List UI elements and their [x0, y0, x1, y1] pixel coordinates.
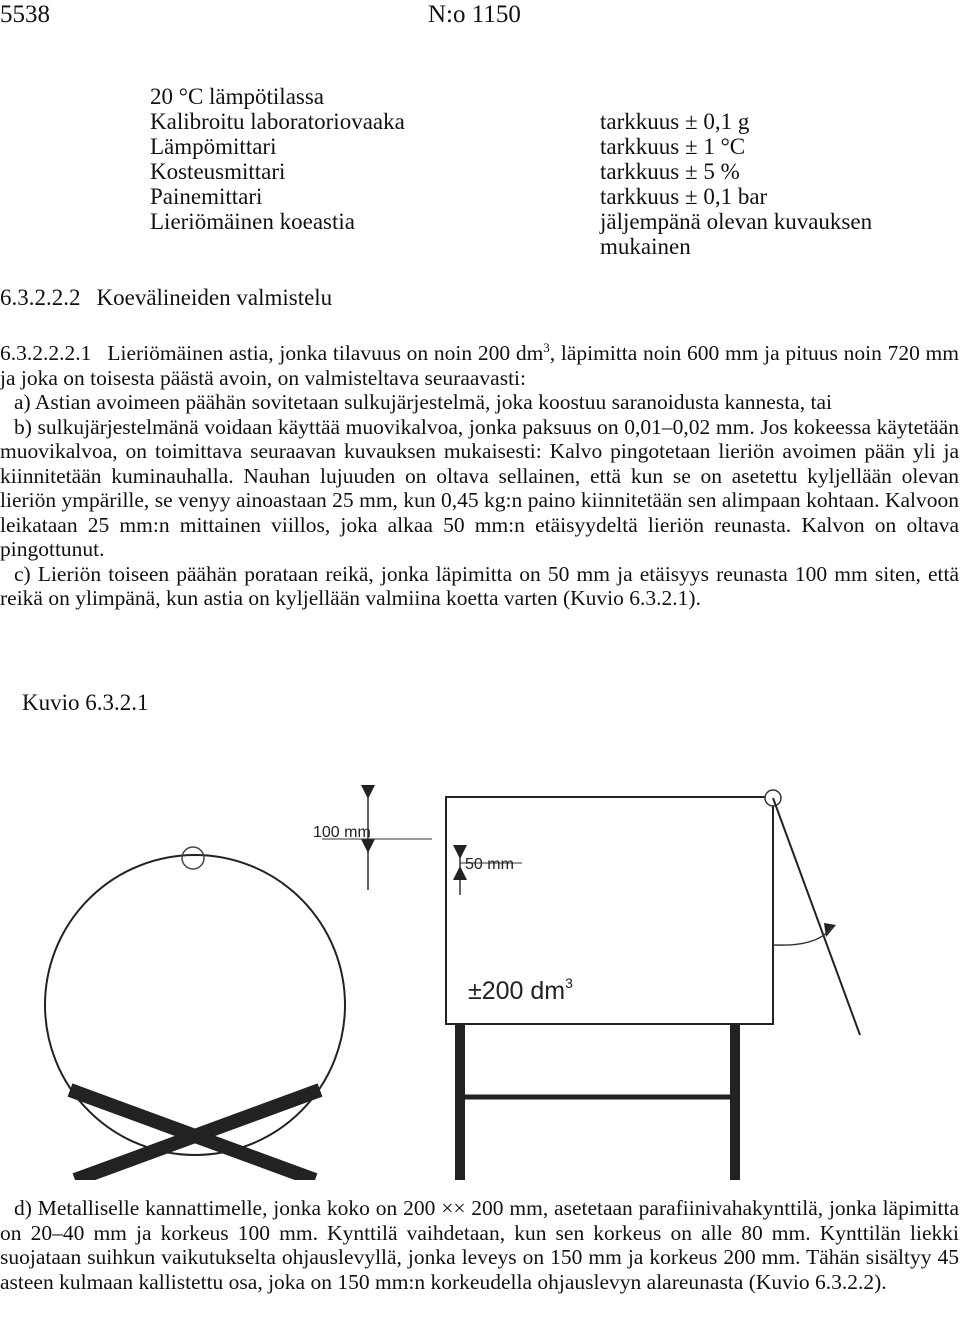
dimension-label-50: 50 mm [465, 856, 514, 873]
equipment-row [150, 184, 930, 209]
volume-superscript: 3 [565, 975, 573, 991]
list-item-c: c) Lieriön toiseen päähän porataan reikä, jonka läpimitta on 50 mm ja etäisyys reunasta 100 mm siten, että reikä on ylimpänä, kun astia on kyljellään valmiina koetta varten (Kuvio 6.3.2.1). [0, 561, 959, 610]
equipment-spec-continuation: mukainen [600, 234, 691, 259]
section-heading [0, 285, 332, 310]
body-paragraph-d [0, 1196, 959, 1294]
figure-svg [0, 735, 960, 1180]
section-title: Koevälineiden valmistelu [96, 285, 333, 310]
equipment-spec: jäljempänä olevan kuvauksen [600, 209, 873, 234]
volume-text: ±200 dm [468, 977, 566, 1005]
issue-number: N:o 1150 [428, 1, 521, 28]
arrow-icon [361, 839, 375, 853]
page-number: 5538 [0, 1, 50, 28]
equipment-spec: tarkkuus ± 1 °C [600, 134, 746, 159]
equipment-row [150, 109, 930, 134]
figure-caption: Kuvio 6.3.2.1 [22, 690, 149, 715]
table-leg [455, 1024, 465, 1180]
arrow-icon [361, 785, 375, 799]
equipment-item: Lieriömäinen koeastia [150, 209, 356, 234]
equipment-row [150, 159, 930, 184]
body-paragraph [0, 341, 959, 611]
table-leg [730, 1024, 740, 1180]
equipment-item: Painemittari [150, 184, 263, 209]
list-item-d: d) Metalliselle kannattimelle, jonka koko on 200 ×× 200 mm, asetetaan parafiinivahakynttilä, jonka läpimitta on 20–40 mm ja korkeus 100 mm. Kynttilä vaihdetaan, kun sen korkeus on alle 80 mm. Kynttilän liekki suojataan suihkun vaikutukselta ohjauslevyllä, jonka leveys on 150 mm ja korkeus 200 mm. Tähän sisältyy 45 asteen kulmaan kallistettu osa, joka on 150 mm:n korkeudella ohjauslevyn alareunasta (Kuvio 6.3.2.2). [0, 1196, 959, 1294]
section-number: 6.3.2.2.2 [0, 285, 81, 310]
list-item-b: b) sulkujärjestelmänä voidaan käyttää muovikalvoa, jonka paksuus on 0,01–0,02 mm. Jos kokeessa käytetään muovikalvoa, on toimittava seuraavan kuvauksen mukaisesti: Kalvo pingotetaan lieriön avoimen pään yli ja kiinnitetään kuminauhalla. Nauhan lujuuden on oltava sellainen, että kun se on asetettu kyljellään olevan lieriön ympärille, se venyy ainoastaan 25 mm, kun 0,45 kg:n paino kiinnitetään sen alimpaan kohtaan. Kalvoon leikataan 25 mm:n mittainen viillos, joka alkaa 50 mm:n etäisyydeltä lieriön reunasta. Kalvon on oltava pingottunut. [0, 414, 959, 561]
superscript: 3 [543, 339, 550, 355]
equipment-row [150, 134, 930, 159]
hole-circle-end [182, 847, 204, 869]
equipment-spec: tarkkuus ± 5 % [600, 159, 740, 184]
figure-cylinder-diagram [0, 735, 960, 1180]
equipment-spec: tarkkuus ± 0,1 g [600, 109, 750, 134]
cylinder-end-circle [45, 855, 345, 1155]
equipment-spec: tarkkuus ± 0,1 bar [600, 184, 768, 209]
equipment-item: Kalibroitu laboratoriovaaka [150, 109, 405, 134]
equipment-row [150, 209, 930, 234]
equipment-row [150, 234, 930, 259]
paragraph-text: , läpimitta noin 600 mm ja pituus noin 720 mm ja joka on toisesta päästä avoin, on valmisteltava seuraavasti: [0, 341, 959, 390]
dimension-label-100: 100 mm [313, 824, 371, 841]
angle-arc [773, 927, 832, 945]
equipment-item: Lämpömittari [150, 134, 277, 159]
equipment-item: Kosteusmittari [150, 159, 286, 184]
paragraph-number: 6.3.2.2.2.1 [0, 341, 92, 365]
list-item-a: a) Astian avoimeen päähän sovitetaan sulkujärjestelmä, joka koostuu saranoidusta kannesta, tai [14, 390, 832, 414]
hinged-lid [773, 798, 860, 1035]
paragraph-text: Lieriömäinen astia, jonka tilavuus on noin 200 dm [107, 341, 544, 365]
equipment-intro: 20 °C lämpötilassa [150, 84, 325, 109]
volume-label [468, 975, 573, 1005]
